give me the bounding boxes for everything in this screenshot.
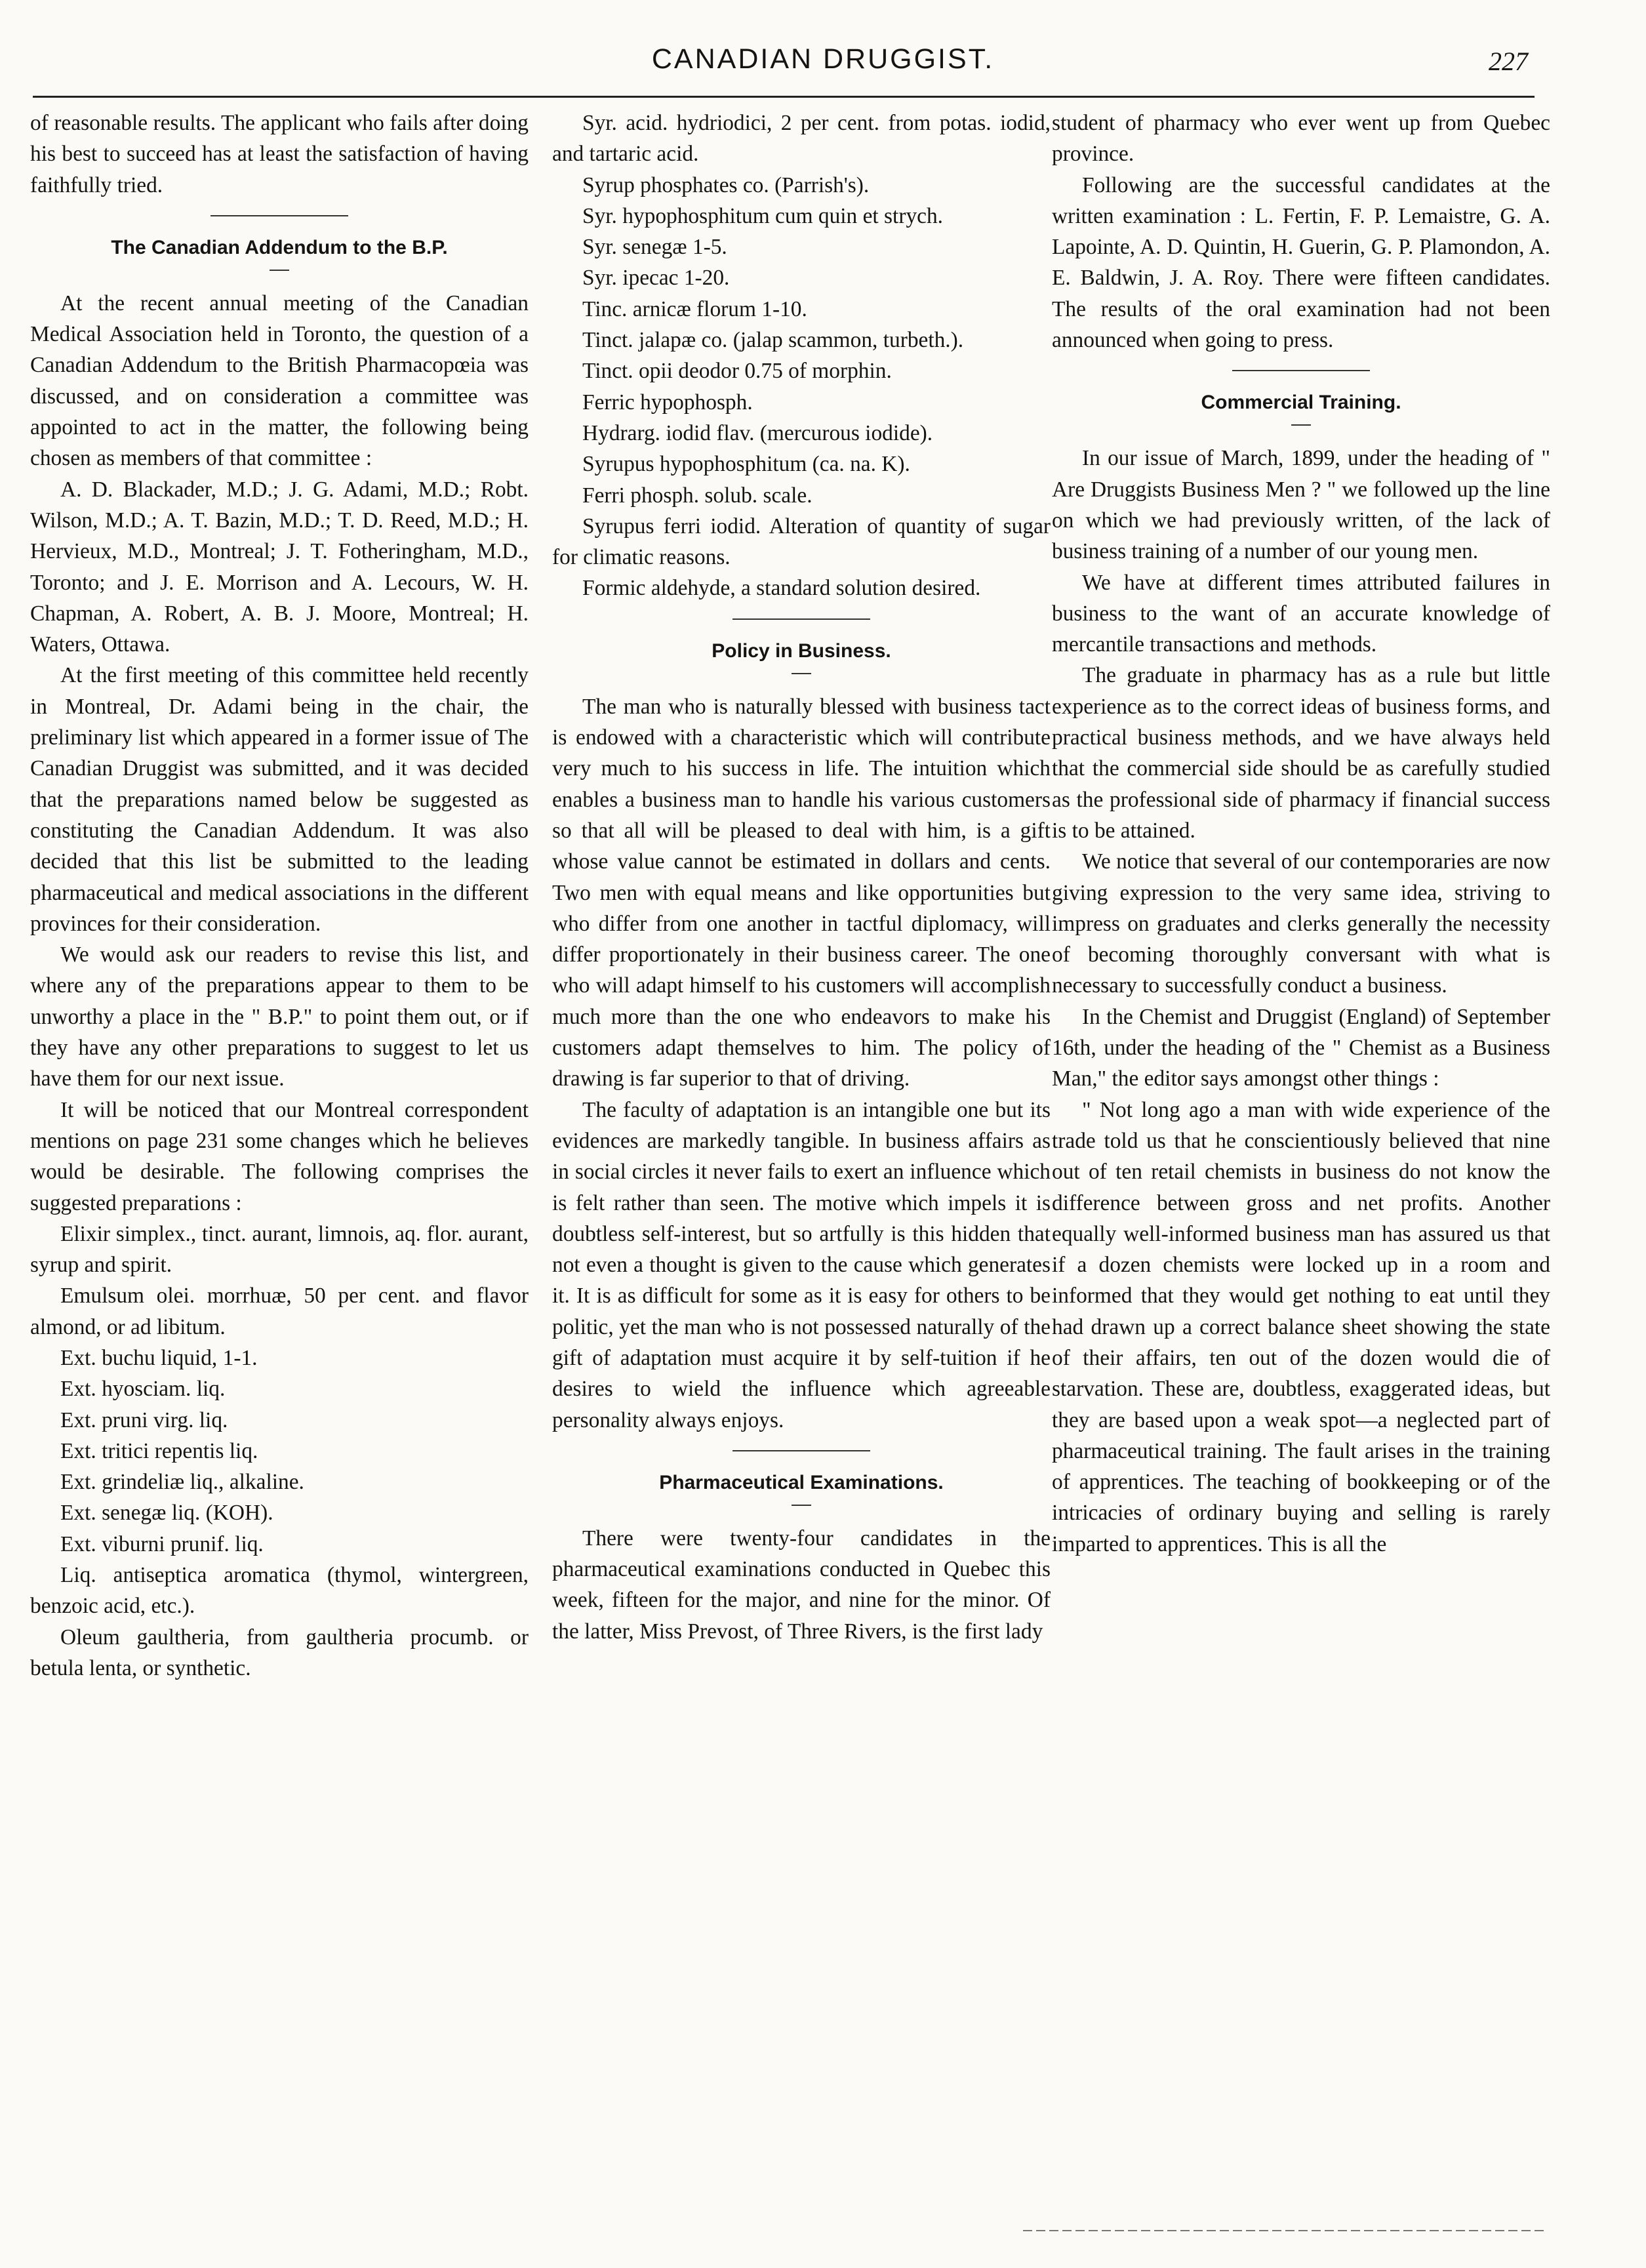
paragraph: At the recent annual meeting of the Canadian Medical Association held in Toronto, the question of a Canadian Addendum to the British Pharmacopœia was discussed, and on consideration a committee was appointed to act in the matter, the following being chosen as members of that committee : bbox=[30, 291, 529, 471]
column-right bbox=[1052, 108, 1550, 1560]
list-item: Ext. pruni virg. liq. bbox=[60, 1407, 228, 1432]
list-item: Ext. viburni prunif. liq. bbox=[60, 1531, 264, 1556]
paragraph: At the first meeting of this committee held recently in Montreal, Dr. Adami being in the chair, the preliminary list which appeared in a former issue of The Canadian Druggist was submitted, and it was decided that the preparations named below be suggested as constituting the Canadian Addendum. It was also decided that this list be submitted to the leading pharmaceutical and medical associations in the different provinces for their consideration. bbox=[30, 663, 529, 936]
paragraph: student of pharmacy who ever went up from Quebec province. bbox=[1052, 111, 1550, 167]
list-item: Ext. tritici repentis liq. bbox=[60, 1438, 258, 1463]
list-item: Oleum gaultheria, from gaultheria procumb. or betula lenta, or synthetic. bbox=[30, 1625, 529, 1680]
section-heading: Commercial Training. bbox=[1201, 392, 1401, 414]
list-item: Ferri phosph. solub. scale. bbox=[582, 483, 813, 508]
list-item: Hydrarg. iodid flav. (mercurous iodide). bbox=[582, 420, 933, 445]
list-item: Syr. acid. hydriodici, 2 per cent. from potas. iodid, and tartaric acid. bbox=[552, 111, 1051, 167]
section-separator bbox=[211, 215, 348, 216]
list-item: Liq. antiseptica aromatica (thymol, wintergreen, benzoic acid, etc.). bbox=[30, 1563, 529, 1619]
paragraph: of reasonable results. The applicant who fails after doing his best to succeed has at least the satisfaction of having faithfully tried. bbox=[30, 111, 529, 197]
list-item: Syr. ipecac 1-20. bbox=[582, 266, 730, 291]
list-item: Ext. senegæ liq. (KOH). bbox=[60, 1501, 273, 1526]
paragraph: The faculty of adaptation is an intangible one but its evidences are markedly tangible. In business affairs as in social circles it never fails to exert an influence which is felt rather than seen. The motive which impels it is doubtless self-interest, but so artfully is this hidden that not even a thought is given to the cause which generates it. It is as difficult for some as it is easy for others to be politic, yet the man who is not possessed naturally of the gift of adaptation must acquire it by self-tuition if he desires to wield the influence which agreeable personality always enjoys. bbox=[552, 1097, 1051, 1432]
list-item: Tinct. opii deodor 0.75 of morphin. bbox=[582, 359, 892, 384]
paragraph: We have at different times attributed failures in business to the want of an accurate knowledge of mercantile transactions and methods. bbox=[1052, 570, 1550, 657]
paragraph: The man who is naturally blessed with business tact is endowed with a characteristic which will contribute very much to his success in life. The intuition which enables a business man to handle his various customers so that all will be pleased to deal with him, is a gift whose value cannot be estimated in dollars and cents. Two men with equal means and like opportunities but who differ from one another in tactful diplomacy, will differ proportionately in their business career. The one who will adapt himself to his customers will accomplish much more than the one who endeavors to make his customers adapt themselves to him. The policy of drawing is far superior to that of driving. bbox=[552, 694, 1051, 1091]
heading-dash bbox=[792, 673, 811, 674]
list-item: Elixir simplex., tinct. aurant, limnois, aq. flor. aurant, syrup and spirit. bbox=[30, 1221, 529, 1278]
list-item: Syrupus ferri iodid. Alteration of quantity of sugar for climatic reasons. bbox=[552, 514, 1051, 570]
section-heading: The Canadian Addendum to the B.P. bbox=[111, 236, 448, 258]
column-left bbox=[30, 108, 529, 1684]
paragraph: " Not long ago a man with wide experience of the trade told us that he conscientiously believed that nine out of ten retail chemists in business do not know the difference between gross and net profits. Another equally well-informed business man has assured us that if a dozen chemists were locked up in a room and informed that they would get nothing to eat until they had drawn up a correct balance sheet showing the state of their affairs, ten out of the dozen would die of starvation. These are, doubtless, exaggerated ideas, but they are based upon a weak spot—a neglected part of pharmaceutical training. The fault arises in the training of apprentices. The teaching of bookkeeping or of the intricacies of ordinary buying and selling is rarely imparted to apprentices. This is all the bbox=[1052, 1097, 1550, 1556]
heading-dash bbox=[792, 1505, 811, 1506]
paragraph: Following are the successful candidates at the written examination : L. Fertin, F. P. Lemaistre, G. A. Lapointe, A. D. Quintin, H. Guerin, G. P. Plamondon, A. E. Baldwin, J. A. Roy. There were fifteen candidates. The results of the oral examination had not been announced when going to press. bbox=[1052, 172, 1550, 353]
footer-rule bbox=[1023, 2230, 1548, 2231]
list-item: Ferric hypophosph. bbox=[582, 390, 753, 415]
paragraph: A. D. Blackader, M.D.; J. G. Adami, M.D.; Robt. Wilson, M.D.; A. T. Bazin, M.D.; T. D. Reed, M.D.; H. Hervieux, M.D., Montreal; J. T. Fotheringham, M.D., Toronto; and J. E. Morrison and A. Lecours, W. H. Chapman, A. Robert, A. B. J. Moore, Montreal; H. Waters, Ottawa. bbox=[30, 477, 529, 657]
list-item: Formic aldehyde, a standard solution desired. bbox=[582, 576, 981, 601]
list-item: Syr. senegæ 1-5. bbox=[582, 235, 727, 260]
page-title: CANADIAN DRUGGIST. bbox=[651, 43, 995, 75]
header-rule bbox=[33, 96, 1535, 98]
column-middle bbox=[552, 108, 1051, 1647]
paragraph: The graduate in pharmacy has as a rule but little experience as to the correct ideas of business forms, and practical business methods, and we have always held that the commercial side should be as carefully studied as the professional side of pharmacy if financial success is to be attained. bbox=[1052, 663, 1550, 843]
heading-dash bbox=[270, 270, 289, 271]
paragraph: It will be noticed that our Montreal correspondent mentions on page 231 some changes which he believes would be desirable. The following comprises the suggested preparations : bbox=[30, 1097, 529, 1215]
heading-dash bbox=[1291, 424, 1311, 426]
running-header bbox=[0, 43, 1646, 83]
page-number: 227 bbox=[1489, 47, 1528, 76]
list-item: Ext. grindeliæ liq., alkaline. bbox=[60, 1470, 304, 1495]
paragraph: We would ask our readers to revise this list, and where any of the preparations appear to them to be unworthy a place in the " B.P." to point them out, or if they have any other preparations to suggest to let us have them for our next issue. bbox=[30, 942, 529, 1091]
section-separator bbox=[1232, 370, 1370, 371]
list-item: Ext. buchu liquid, 1-1. bbox=[60, 1345, 258, 1370]
paragraph: In the Chemist and Druggist (England) of September 16th, under the heading of the " Chemist as a Business Man," the editor says amongst other things : bbox=[1052, 1004, 1550, 1091]
paragraph: We notice that several of our contemporaries are now giving expression to the very same idea, striving to impress on graduates and clerks generally the necessity of becoming thoroughly conversant with what is necessary to successfully conduct a business. bbox=[1052, 849, 1550, 998]
list-item: Tinct. jalapæ co. (jalap scammon, turbeth.). bbox=[582, 328, 964, 353]
section-separator bbox=[733, 618, 870, 620]
paragraph: There were twenty-four candidates in the pharmaceutical examinations conducted in Quebec this week, fifteen for the major, and nine for the minor. Of the latter, Miss Prevost, of Three Rivers, is the first lady bbox=[552, 1526, 1051, 1644]
section-heading: Pharmaceutical Examinations. bbox=[659, 1471, 944, 1493]
list-item: Tinc. arnicæ florum 1-10. bbox=[582, 296, 807, 321]
list-item: Emulsum olei. morrhuæ, 50 per cent. and flavor almond, or ad libitum. bbox=[30, 1284, 529, 1339]
section-separator bbox=[733, 1450, 870, 1451]
section-heading: Policy in Business. bbox=[712, 639, 891, 662]
paragraph: In our issue of March, 1899, under the heading of " Are Druggists Business Men ? " we followed up the line on which we had previously written, of the lack of business training of a number of our young men. bbox=[1052, 446, 1550, 564]
list-item: Syrupus hypophosphitum (ca. na. K). bbox=[582, 452, 910, 477]
list-item: Syr. hypophosphitum cum quin et strych. bbox=[582, 203, 943, 228]
list-item: Syrup phosphates co. (Parrish's). bbox=[582, 172, 870, 197]
list-item: Ext. hyosciam. liq. bbox=[60, 1377, 226, 1402]
